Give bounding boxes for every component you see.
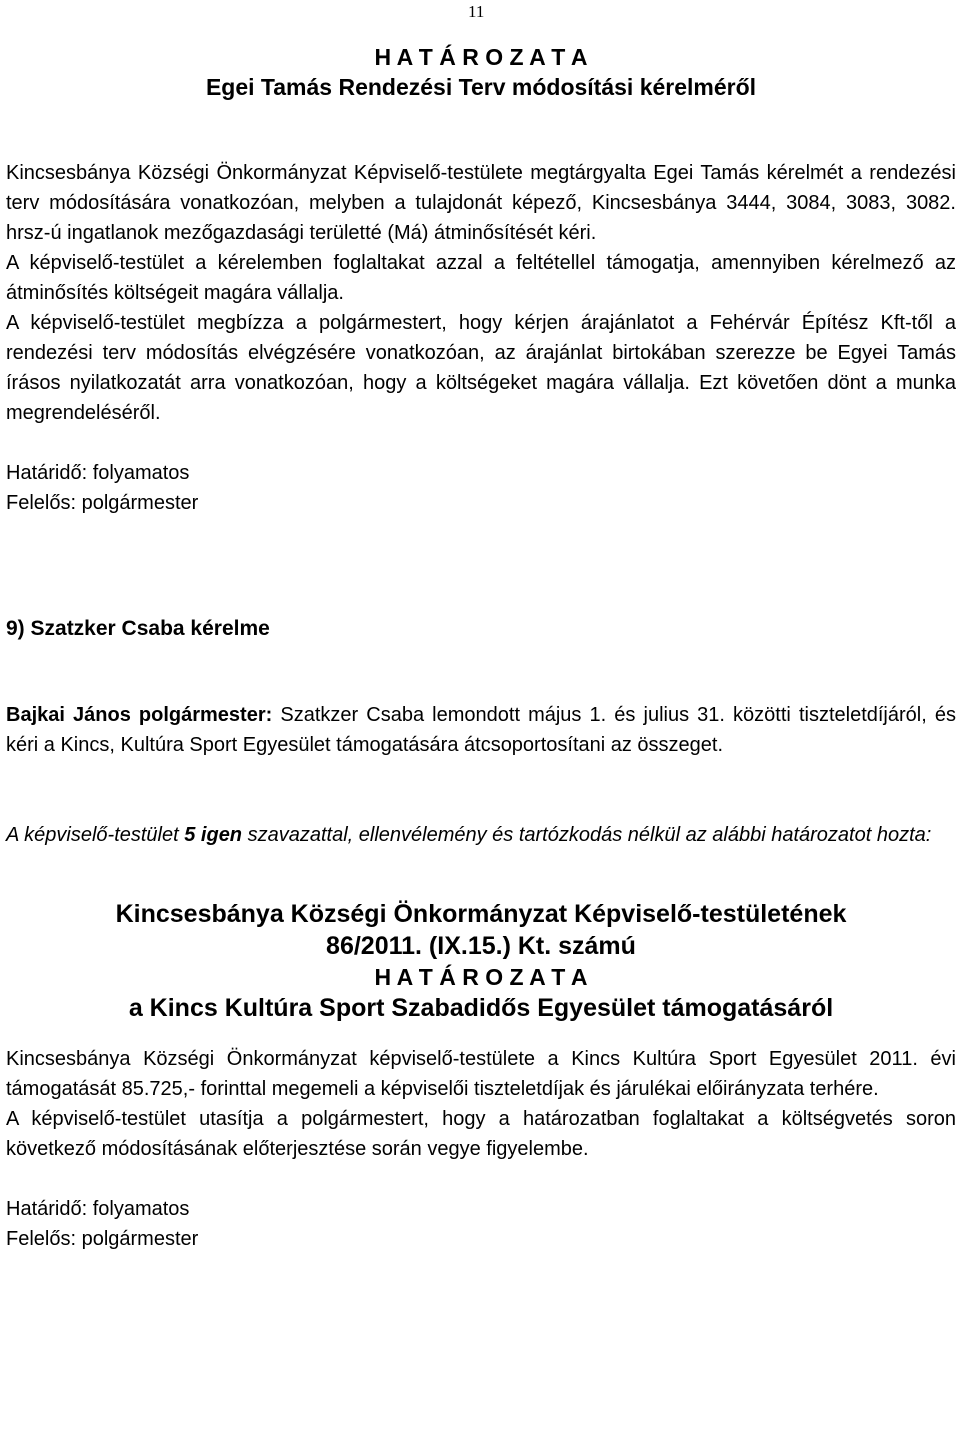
resolution-subtitle: Egei Tamás Rendezési Terv módosítási kérelméről [205, 74, 757, 100]
speaker-name: Bajkai János polgármester: [6, 704, 273, 726]
deadline-text: Határidő: folyamatos [6, 462, 190, 484]
resolution-paragraph: A képviselő-testület a kérelemben foglaltakat azzal a feltétellel támogatja, amennyiben kérelmező az átminősítés költségeit magára vállalja. [6, 252, 956, 304]
responsible-text: Felelős: polgármester [6, 492, 199, 514]
vote-prefix: A képviselő-testület [6, 824, 185, 846]
resolution-subtitle: a Kincs Kultúra Sport Szabadidős Egyesület támogatásáról [128, 994, 834, 1022]
resolution-paragraph: A képviselő-testület megbízza a polgármestert, hogy kérjen árajánlatot a Fehérvár Építész Kft-től a rendezési terv módosítás elvégzésére vonatkozóan, az árajánlat birtokában szerezze be Egyei Tamás írásos nyilatkozatát arra vonatkozóan, hogy a költségeket magára vállalja. Ezt követően dönt a munka megrendeléséről. [6, 312, 956, 424]
deadline-text: Határidő: folyamatos [6, 1198, 190, 1220]
speech-paragraph [6, 700, 956, 760]
document-page [6, 0, 956, 1254]
council-name: Kincsesbánya Községi Önkormányzat Képviselő-testületének [115, 900, 847, 928]
vote-suffix: szavazattal, ellenvélemény és tartózkodás nélkül az alábbi határozatot hozta: [242, 824, 932, 846]
page-number: 11 [468, 2, 485, 21]
vote-paragraph [6, 820, 956, 850]
resolution-paragraph: Kincsesbánya Községi Önkormányzat képviselő-testülete a Kincs Kultúra Sport Egyesület 2011. évi támogatását 85.725,- forinttal megemeli a képviselői tiszteletdíjak és járulékai előirányzata terhére. [6, 1048, 956, 1100]
resolution-title: H A T Á R O Z A T A [374, 44, 588, 70]
vote-count: 5 igen [184, 824, 243, 846]
resolution-paragraph: Kincsesbánya Községi Önkormányzat Képviselő-testülete megtárgyalta Egei Tamás kérelmét a rendezési terv módosítására vonatkozóan, melyben a tulajdonát képező, Kincsesbánya 3444, 3084, 3083, 3082. hrsz-ú ingatlanok mezőgazdasági területté (Má) átminősítését kéri. [6, 162, 956, 244]
speech-text: Szatkzer Csaba lemondott május 1. és julius 31. közötti tiszteletdíjáról, és kéri a Kincs, Kultúra Sport Egyesület támogatására átcsoportosítani az összeget. [6, 704, 956, 756]
resolution-number: 86/2011. (IX.15.) Kt. számú [326, 932, 636, 960]
resolution-title: H A T Á R O Z A T A [374, 964, 588, 990]
responsible-text: Felelős: polgármester [6, 1228, 199, 1250]
resolution-paragraph: A képviselő-testület utasítja a polgármestert, hogy a határozatban foglaltakat a költségvetés soron következő módosításának előterjesztése során vegye figyelembe. [6, 1108, 956, 1160]
agenda-item-heading: 9) Szatzker Csaba kérelme [6, 617, 270, 640]
